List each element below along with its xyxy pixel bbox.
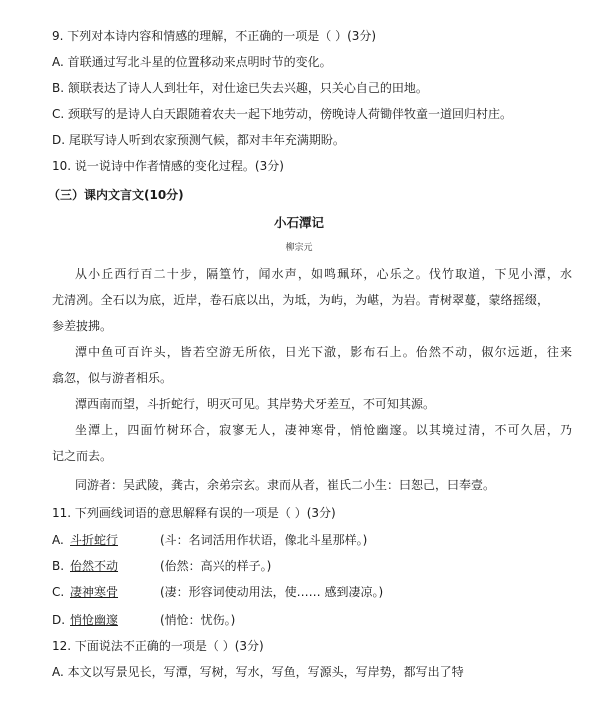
- passage-p5-line1: 同游者：吴武陵，龚古，余弟宗玄。隶而从者，崔氏二小生：曰恕己，曰奉壹。: [75, 478, 496, 492]
- underlined-term: 凄神寒骨: [70, 585, 119, 599]
- option-key: B.: [52, 559, 65, 573]
- q11-stem: 11. 下列画线词语的意思解释有误的一项是（ ）(3分): [52, 506, 336, 520]
- term-explanation: (斗：名词活用作状语，像北斗星那样。): [160, 533, 368, 547]
- underlined-term: 斗折蛇行: [70, 533, 119, 547]
- q10-stem: 10. 说一说诗中作者情感的变化过程。(3分): [52, 159, 284, 173]
- q9-option-a: A. 首联通过写北斗星的位置移动来点明时节的变化。: [52, 55, 332, 69]
- q9-stem: 9. 下列对本诗内容和情感的理解，不正确的一项是（ ）(3分): [52, 29, 377, 43]
- q12-stem: 12. 下面说法不正确的一项是（ ）(3分): [52, 639, 264, 653]
- passage-p4-line2: 记之而去。: [52, 449, 113, 463]
- passage-p1-line2: 尤清冽。全石以为底，近岸，卷石底以出，为坻，为屿，为嵁，为岩。青树翠蔓，蒙络摇缀，: [52, 293, 549, 307]
- q9-option-b: B. 颔联表达了诗人人到壮年，对仕途已失去兴趣，只关心自己的田地。: [52, 81, 428, 95]
- passage-p3-line1: 潭西南而望，斗折蛇行，明灭可见。其岸势犬牙差互，不可知其源。: [75, 397, 436, 411]
- term-explanation: (凄：形容词使动用法，使…… 感到凄凉。): [160, 585, 384, 599]
- term-explanation: (佁然：高兴的样子。): [160, 559, 272, 573]
- option-key: C.: [52, 585, 65, 599]
- passage-title: 小石潭记: [273, 215, 324, 230]
- section-heading: （三）课内文言文(10分): [48, 188, 184, 202]
- passage-p4-line1: 坐潭上，四面竹树环合，寂寥无人，凄神寒骨，悄怆幽邃。以其境过清，不可久居，乃: [75, 423, 572, 437]
- q12-option-a: A. 本文以写景见长，写潭，写树，写水，写鱼，写源头，写岸势，都写出了特: [52, 665, 464, 679]
- underlined-term: 悄怆幽邃: [70, 613, 119, 627]
- option-key: A.: [52, 533, 64, 547]
- q9-option-d: D. 尾联写诗人听到农家预测气候，都对丰年充满期盼。: [52, 133, 345, 147]
- passage-author: 柳宗元: [285, 243, 313, 253]
- underlined-term: 佁然不动: [70, 559, 119, 573]
- q9-option-c: C. 颈联写的是诗人白天跟随着农夫一起下地劳动，傍晚诗人荷锄伴牧童一道回归村庄。: [52, 107, 513, 121]
- passage-p1-line1: 从小丘西行百二十步，隔篁竹，闻水声，如鸣珮环，心乐之。伐竹取道，下见小潭，水: [75, 267, 572, 281]
- term-explanation: (悄怆：忧伤。): [160, 613, 236, 627]
- passage-p1-line3: 参差披拂。: [52, 319, 113, 333]
- passage-p2-line2: 翕忽，似与游者相乐。: [52, 371, 173, 385]
- passage-p2-line1: 潭中鱼可百许头，皆若空游无所依，日光下澈，影布石上。佁然不动，俶尔远逝，往来: [75, 345, 572, 359]
- option-key: D.: [52, 613, 66, 627]
